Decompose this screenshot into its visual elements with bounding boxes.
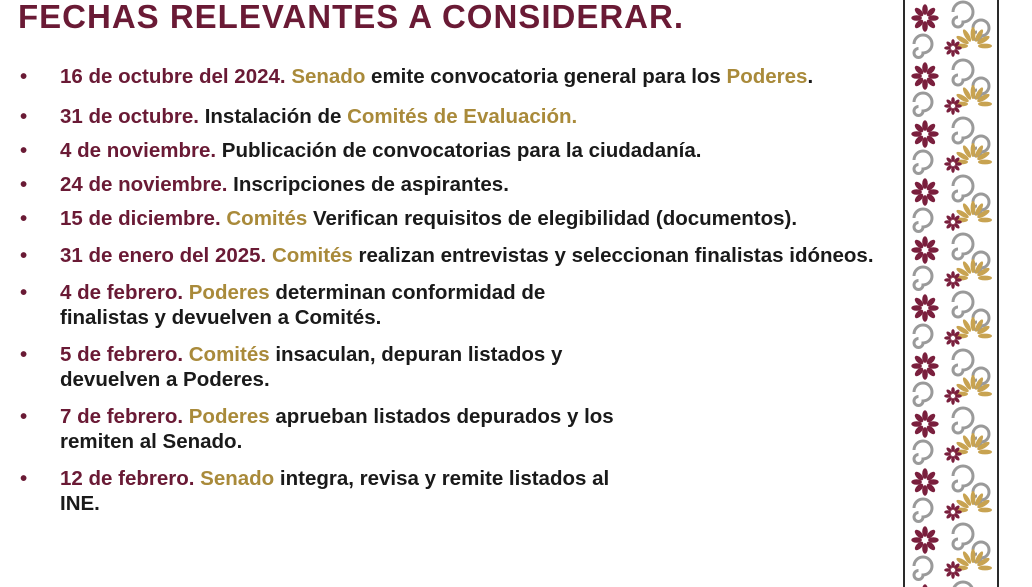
swirl-ornament [953, 176, 973, 201]
item-date: 5 de febrero. [60, 343, 184, 366]
flower-ornament [911, 468, 938, 495]
flower-ornament [911, 410, 938, 437]
bullet: • [20, 173, 28, 196]
swirl-ornament [914, 441, 932, 464]
swirl-ornament [914, 383, 932, 406]
dates-list [20, 64, 880, 516]
small-flower-ornament [944, 561, 962, 579]
item-text-line2: devuelven a Poderes. [60, 368, 270, 391]
fan-flower [954, 27, 992, 48]
swirl-ornament [914, 499, 932, 522]
bullet: • [20, 343, 28, 366]
item-date: 4 de febrero. [60, 281, 184, 304]
item-text: Inscripciones de aspirantes. [227, 173, 509, 196]
list-item [20, 280, 880, 330]
item-highlight: Comités [226, 207, 308, 230]
fan-flower [954, 85, 992, 106]
bullet: • [20, 467, 28, 490]
swirl-ornament [953, 60, 973, 85]
bullet: • [20, 244, 28, 267]
swirl-ornament [953, 524, 973, 549]
small-flower-ornament [944, 387, 962, 405]
item-date: 4 de noviembre. [60, 139, 217, 162]
small-flower-ornament [944, 97, 962, 115]
swirl-ornament [953, 408, 973, 433]
small-flower-ornament [944, 155, 962, 173]
small-flower-ornament [944, 39, 962, 57]
item-text-line2: finalistas y devuelven a Comités. [60, 306, 382, 329]
item-text: emite convocatoria general para los [365, 65, 727, 88]
fan-flower [954, 259, 992, 280]
list-item [20, 466, 880, 516]
item-text: aprueban listados depurados y los [269, 405, 614, 428]
bullet: • [20, 65, 28, 88]
item-date: 15 de diciembre. [60, 207, 221, 230]
item-text-line2: remiten al Senado. [60, 430, 243, 453]
item-date: 24 de noviembre. [60, 173, 228, 196]
swirl-ornament [953, 234, 973, 259]
item-text-2: . [807, 65, 814, 88]
swirl-ornament [914, 267, 932, 289]
item-text: Instalación de [199, 105, 348, 128]
floral-border-ornament [903, 0, 999, 587]
swirl-ornament [953, 2, 973, 27]
item-highlight: Comités [188, 343, 270, 366]
list-item [20, 243, 880, 268]
fan-flower [954, 375, 992, 396]
swirl-ornament [953, 466, 973, 491]
item-text: integra, revisa y remite listados al [274, 467, 610, 490]
list-item [20, 104, 880, 129]
item-text-line2: INE. [60, 492, 100, 515]
fan-flower [954, 143, 992, 164]
item-date: 31 de octubre. [60, 105, 199, 128]
swirl-ornament [953, 292, 973, 317]
bullet: • [20, 139, 28, 162]
flower-ornament [911, 62, 938, 89]
bullet: • [20, 405, 28, 428]
item-text: determinan conformidad de [269, 281, 546, 304]
bullet: • [20, 281, 28, 304]
item-date: 7 de febrero. [60, 405, 184, 428]
item-text: Verifican requisitos de elegibilidad (documentos). [307, 207, 798, 230]
flower-ornament [911, 178, 938, 205]
small-flower-ornament [944, 329, 962, 347]
item-text: realizan entrevistas y seleccionan finalistas idóneos. [352, 244, 874, 267]
list-item [20, 342, 880, 392]
small-flower-ornament [944, 503, 962, 521]
bullet: • [20, 105, 28, 128]
item-text: insaculan, depuran listados y [269, 343, 563, 366]
item-date: 12 de febrero. [60, 467, 195, 490]
bullet: • [20, 207, 28, 230]
list-item [20, 404, 880, 454]
fan-flower [954, 317, 992, 338]
swirl-ornament [953, 350, 973, 375]
small-flower-ornament [944, 213, 962, 231]
swirl-ornament [914, 93, 932, 116]
item-date: 16 de octubre del 2024. [60, 65, 286, 88]
flower-ornament [911, 352, 938, 379]
flower-ornament [911, 526, 938, 553]
item-highlight: Poderes [188, 405, 270, 428]
item-highlight: Poderes [188, 281, 270, 304]
list-item [20, 206, 880, 231]
swirl-ornament [914, 557, 932, 580]
list-item [20, 172, 880, 197]
list-item [20, 64, 880, 89]
swirl-ornament [914, 35, 932, 58]
swirl-ornament [953, 582, 973, 587]
list-item [20, 138, 880, 163]
item-highlight: Senado [200, 467, 275, 490]
page-title: FECHAS RELEVANTES A CONSIDERAR. [18, 0, 684, 35]
item-highlight: Senado [291, 65, 366, 88]
flower-ornament [911, 4, 938, 31]
flower-ornament [911, 120, 938, 147]
swirl-ornament [914, 325, 932, 348]
item-date: 31 de enero del 2025. [60, 244, 272, 267]
fan-flower [954, 201, 992, 222]
item-highlight: Comités [271, 244, 353, 267]
flower-ornament [911, 294, 938, 321]
fan-flower [954, 549, 992, 570]
item-highlight: Comités de Evaluación. [347, 105, 578, 128]
small-flower-ornament [944, 445, 962, 463]
flower-ornament [911, 236, 938, 263]
swirl-ornament [914, 151, 932, 174]
swirl-ornament [914, 209, 932, 232]
fan-flower [954, 433, 992, 454]
small-flower-ornament [944, 271, 962, 289]
item-text: Publicación de convocatorias para la ciudadanía. [216, 139, 702, 162]
item-highlight-2: Poderes [726, 65, 808, 88]
swirl-ornament [953, 118, 973, 143]
fan-flower [954, 491, 992, 512]
